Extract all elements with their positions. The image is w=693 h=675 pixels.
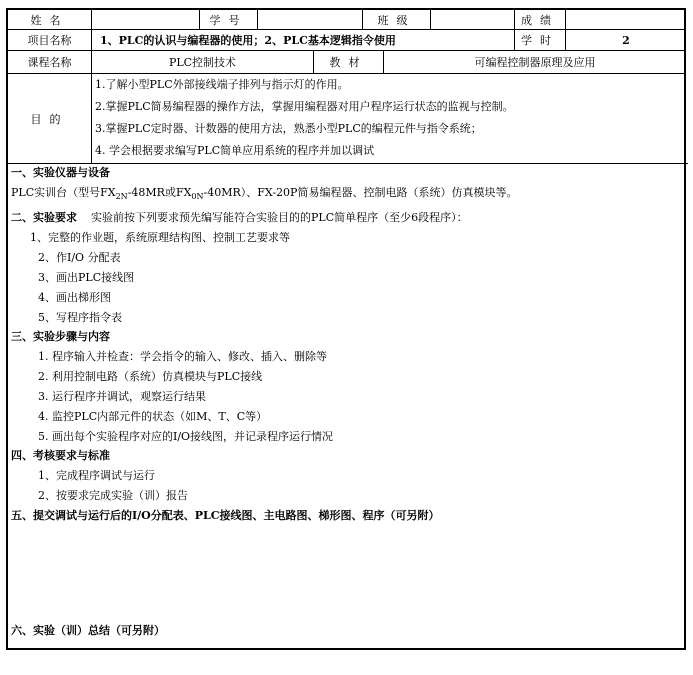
step-item: 1. 程序输入并检查：学会指令的输入、修改、插入、删除等 (38, 350, 327, 363)
purpose-item: 3.掌握PLC定时器、计数器的使用方法，熟悉小型PLC的编程元件与指令系统； (95, 122, 482, 135)
section3-title: 三、实验步骤与内容 (11, 330, 110, 343)
equipment-text-c: -40MR）、FX-20P简易编程器、控制电路（系统）仿真模块等。 (203, 186, 518, 199)
purpose-item: 4. 学会根据要求编写PLC简单应用系统的程序并加以调试 (95, 144, 375, 157)
student-id-label: 学号 (200, 10, 258, 30)
step-item: 2. 利用控制电路（系统）仿真模块与PLC接线 (38, 370, 263, 383)
assessment-item: 1、完成程序调试与运行 (38, 469, 155, 482)
requirement-item: 1、完整的作业题，系统原理结构图、控制工艺要求等 (30, 231, 290, 244)
requirement-item: 3、画出PLC接线图 (38, 271, 135, 284)
name-field[interactable] (92, 10, 200, 30)
hours-label: 学时 (515, 30, 566, 51)
purpose-item: 2.掌握PLC简易编程器的操作方法，掌握用编程器对用户程序运行状态的监视与控制。 (95, 100, 514, 113)
equipment-sub-a: 2N (115, 192, 128, 201)
course-label: 课程名称 (8, 51, 92, 74)
requirement-item: 5、写程序指令表 (38, 311, 122, 324)
section2-heading (11, 209, 468, 227)
section1-equipment (11, 184, 517, 206)
textbook-value: 可编程控制器原理及应用 (384, 51, 686, 74)
assessment-item: 2、按要求完成实验（训）报告 (38, 489, 188, 502)
section1-title: 一、实验仪器与设备 (11, 166, 110, 179)
textbook-label: 教材 (314, 51, 384, 74)
section2-title: 二、实验要求 (11, 211, 77, 224)
class-field[interactable] (431, 10, 515, 30)
student-id-field[interactable] (258, 10, 363, 30)
equipment-text-b: -48MR或FX (127, 186, 192, 199)
project-value: 1、PLC的认识与编程器的使用；2、PLC基本逻辑指令使用 (92, 30, 515, 51)
purpose-list (92, 74, 688, 164)
course-value: PLC控制技术 (92, 51, 314, 74)
score-label: 成绩 (515, 10, 566, 30)
section4-title: 四、考核要求与标准 (11, 449, 110, 462)
section2-desc: 实验前按下列要求预先编写能符合实验目的的PLC简单程序（至少6段程序）： (91, 211, 468, 224)
purpose-item: 1.了解小型PLC外部接线端子排列与指示灯的作用。 (95, 78, 349, 91)
step-item: 3. 运行程序并调试，观察运行结果 (38, 390, 206, 403)
section6-title: 六、实验（训）总结（可另附） (11, 624, 165, 637)
project-label: 项目名称 (8, 30, 92, 51)
name-label: 姓名 (8, 10, 92, 30)
section5-title: 五、提交调试与运行后的I/O分配表、PLC接线图、主电路图、梯形图、程序（可另附） (11, 509, 440, 522)
requirement-item: 2、作I/O 分配表 (38, 251, 121, 264)
equipment-text-a: PLC实训台（型号FX (11, 186, 116, 199)
class-label: 班级 (363, 10, 431, 30)
purpose-label: 目的 (8, 74, 92, 164)
requirement-item: 4、画出梯形图 (38, 291, 111, 304)
step-item: 5. 画出每个实验程序对应的I/O接线图，并记录程序运行情况 (38, 430, 334, 443)
equipment-sub-b: 0N (191, 192, 204, 201)
step-item: 4. 监控PLC内部元件的状态（如M、T、C等） (38, 410, 268, 423)
experiment-form (6, 8, 686, 650)
score-field[interactable] (566, 10, 686, 30)
hours-value: 2 (566, 30, 686, 51)
